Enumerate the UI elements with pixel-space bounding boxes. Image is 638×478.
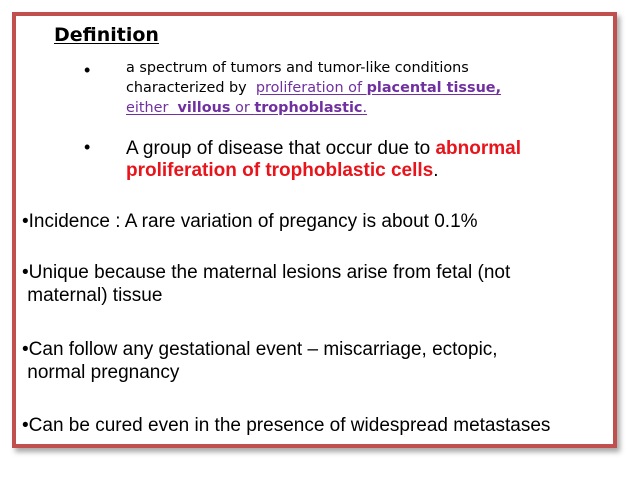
bullet-line: maternal) tissue bbox=[22, 285, 163, 306]
sub-bullet-text: characterized by bbox=[126, 80, 256, 96]
sub-bullet-line bbox=[126, 138, 521, 160]
bullet-incidence bbox=[22, 210, 478, 233]
bullet-line: •Can be cured even in the presence of widespread metastases bbox=[22, 415, 551, 436]
sub-bullet-line bbox=[126, 58, 501, 78]
link-text: . bbox=[362, 100, 368, 116]
sub-bullet-line bbox=[126, 160, 521, 182]
bullet-gestational-event bbox=[22, 338, 498, 384]
sub-bullet-marker: • bbox=[84, 137, 91, 157]
link-text: proliferation of bbox=[255, 80, 367, 96]
bullet-cured bbox=[22, 414, 550, 437]
link-text-bold: villous bbox=[177, 100, 231, 116]
sub-bullet-line bbox=[126, 98, 501, 118]
sub-bullet-text: . bbox=[433, 160, 439, 181]
bullet-line: •Incidence : A rare variation of pregancy is about 0.1% bbox=[22, 211, 478, 232]
emphasis-text: proliferation of trophoblastic cells bbox=[126, 160, 434, 181]
link-text-bold: trophoblastic bbox=[254, 100, 363, 116]
slide-heading: Definition bbox=[54, 24, 159, 46]
bullet-line: •Can follow any gestational event – miscarriage, ectopic, bbox=[22, 339, 498, 360]
bullet-line: normal pregnancy bbox=[22, 362, 180, 383]
link-text: or bbox=[230, 100, 255, 116]
villous-trophoblastic-link[interactable] bbox=[126, 100, 367, 116]
sub-bullet-text: A group of disease that occur due to bbox=[126, 138, 436, 159]
sub-bullet-line bbox=[126, 78, 501, 98]
link-text-bold: placental tissue, bbox=[366, 80, 502, 96]
bullet-unique bbox=[22, 261, 510, 307]
proliferation-link[interactable] bbox=[256, 80, 501, 96]
sub-bullet-group-of-disease bbox=[126, 138, 521, 182]
link-text: either bbox=[126, 100, 178, 116]
sub-bullet-text: a spectrum of tumors and tumor-like conditions bbox=[126, 60, 469, 76]
emphasis-text: abnormal bbox=[435, 138, 522, 159]
sub-bullet-definition-spectrum bbox=[126, 58, 501, 118]
sub-bullet-marker: • bbox=[84, 60, 91, 80]
bullet-line: •Unique because the maternal lesions arise from fetal (not bbox=[22, 262, 511, 283]
